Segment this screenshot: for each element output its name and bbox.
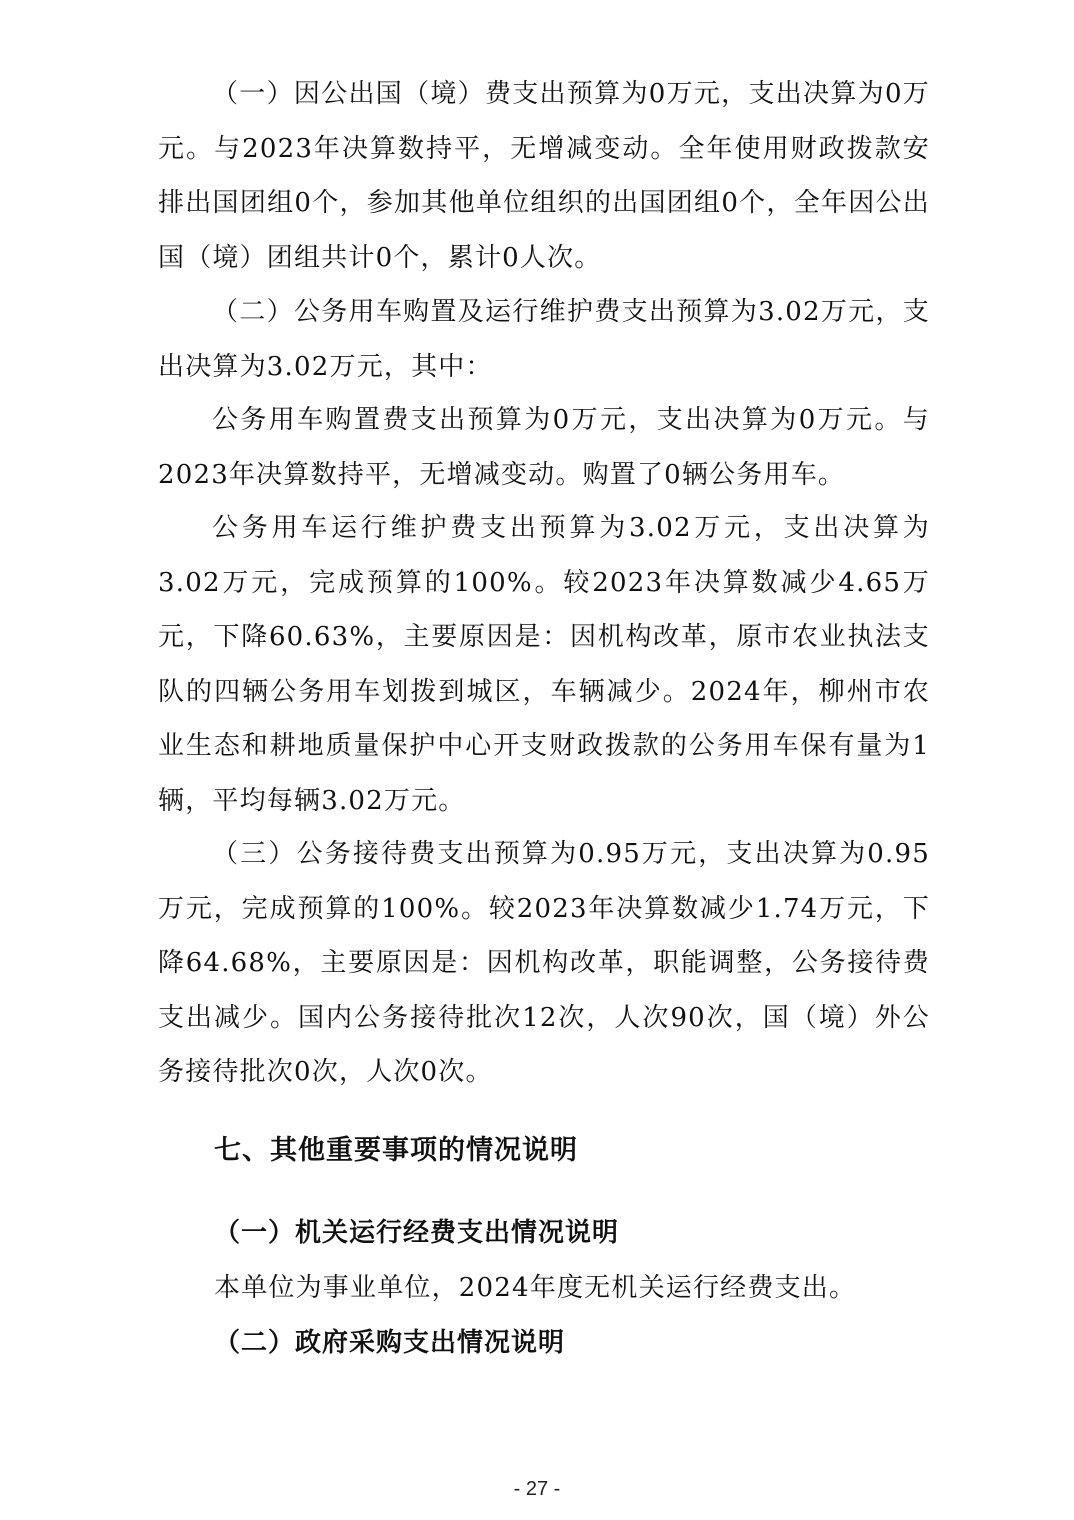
paragraph-vehicle-expense: （二）公务用车购置及运行维护费支出预算为3.02万元，支出决算为3.02万元，其中： [158,297,930,382]
page-number: - 27 - [513,1478,561,1500]
section-heading-other-matters: 七、其他重要事项的情况说明 [214,1135,578,1166]
subheading-procurement: （二）政府采购支出情况说明 [214,1328,566,1358]
text-operating-expenses: 本单位为事业单位，2024年度无机关运行经费支出。 [214,1273,857,1303]
paragraph-vehicle-purchase: 公务用车购置费支出预算为0万元，支出决算为0万元。与2023年决算数持平，无增减变动。购置了0辆公务用车。 [158,405,930,490]
paragraph-vehicle-maintenance: 公务用车运行维护费支出预算为3.02万元，支出决算为3.02万元，完成预算的100%。较2023年决算数减少4.65万元，下降60.63%，主要原因是：因机构改革，原市农业执法支队的四辆公务用车划拨到城区，车辆减少。2024年，柳州市农业生态和耕地质量保护中心开支财政拨款的公务用车保有量为1辆，平均每辆3.02万元。 [158,513,930,816]
subheading-operating-expenses: （一）机关运行经费支出情况说明 [214,1218,620,1248]
paragraph-overseas-expense: （一）因公出国（境）费支出预算为0万元，支出决算为0万元。与2023年决算数持平，无增减变动。全年使用财政拨款安排出国团组0个，参加其他单位组织的出国团组0个，全年因公出国（境）团组共计0个，累计0人次。 [158,79,930,273]
paragraph-reception-expense: （三）公务接待费支出预算为0.95万元，支出决算为0.95万元，完成预算的100%。较2023年决算数减少1.74万元，下降64.68%，主要原因是：因机构改革，职能调整，公务接待费支出减少。国内公务接待批次12次，人次90次，国（境）外公务接待批次0次，人次0次。 [158,839,930,1087]
